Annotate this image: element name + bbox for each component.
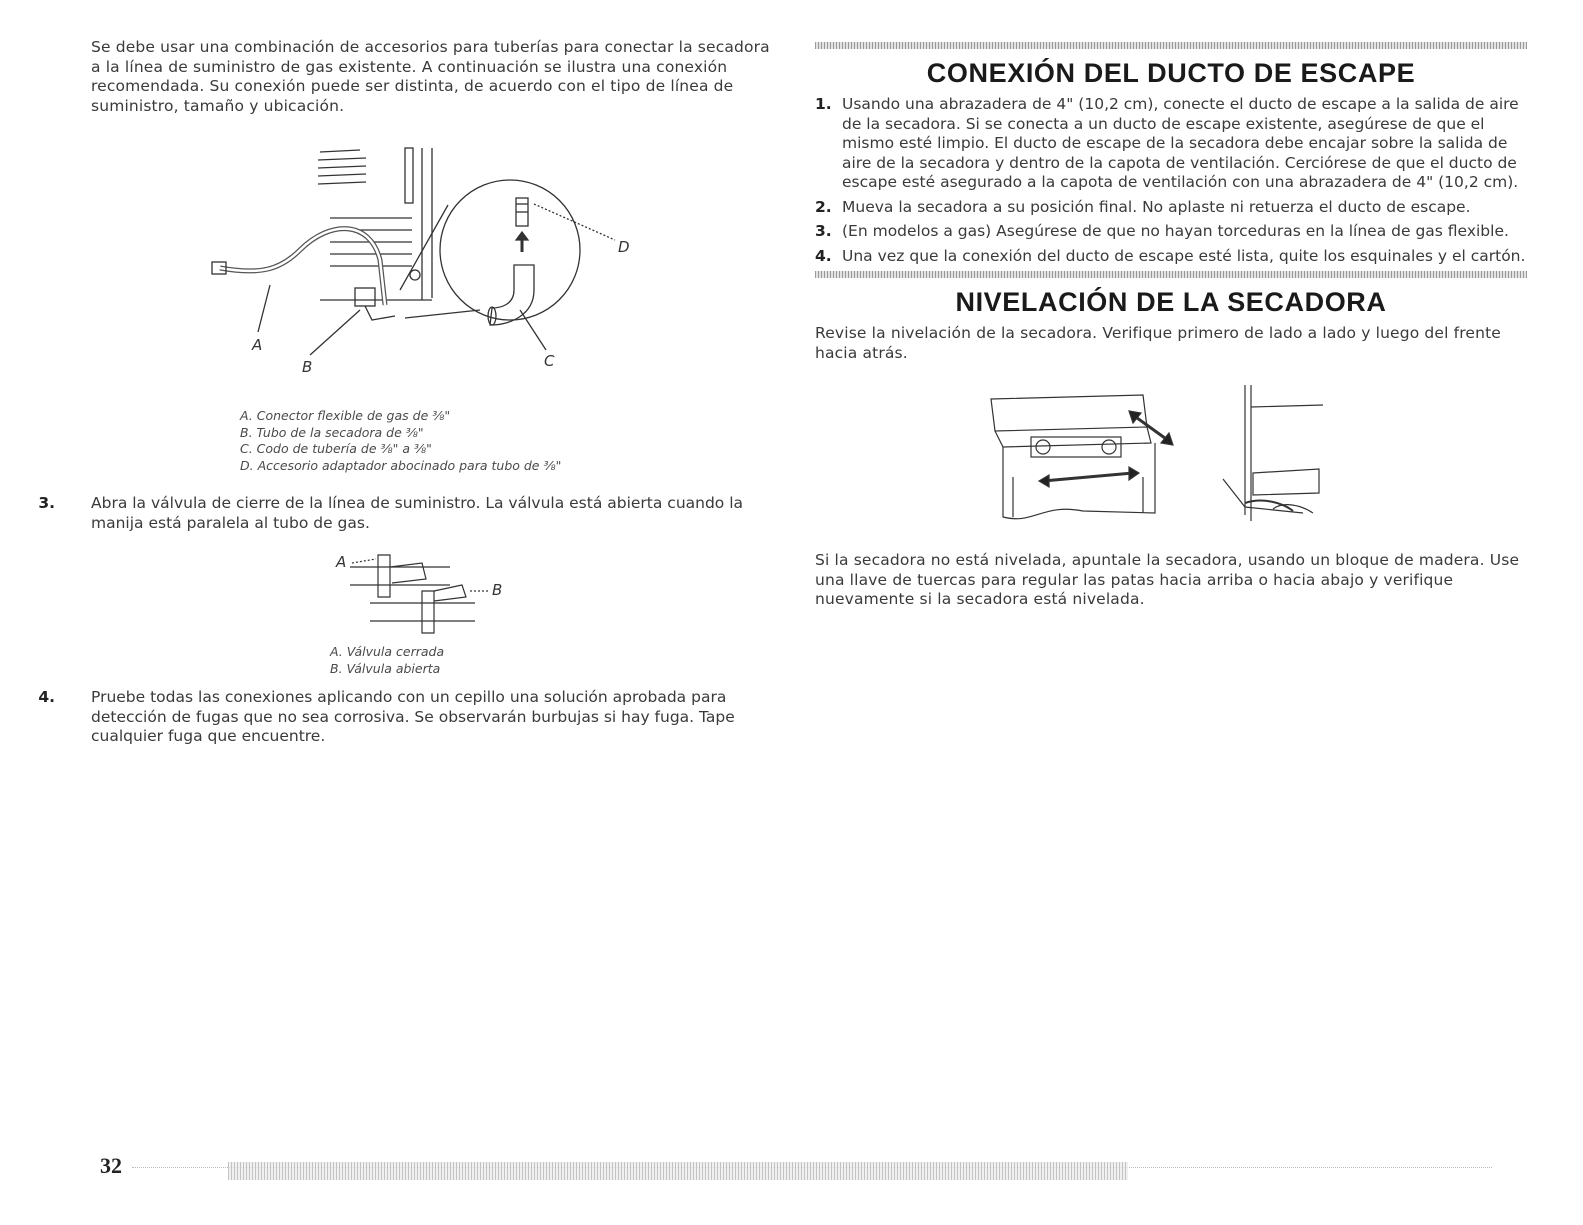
figure1-label-a: A xyxy=(252,336,263,354)
page-footer xyxy=(100,1153,1490,1183)
exhaust-section-title: CONEXIÓN DEL DUCTO DE ESCAPE xyxy=(926,58,1416,88)
right-column xyxy=(815,42,1527,610)
exhaust-step-text: (En modelos a gas) Asegúrese de que no hayan torceduras en la línea de gas flexible. xyxy=(842,222,1509,240)
caption-a: A. Conector flexible de gas de ⅜" xyxy=(240,408,451,423)
figure1-label-d: D xyxy=(618,238,630,256)
caption-open-valve: B. Válvula abierta xyxy=(330,660,441,676)
leveling-instructions-paragraph: Si la secadora no está nivelada, apuntale la secadora, usando un bloque de madera. Use una llave de tuercas para regular las patas hacia arriba o hacia abajo y verifique nuevamente si la secadora está nivelada. xyxy=(815,551,1520,608)
dryer-leveling-illustration xyxy=(983,385,1363,533)
exhaust-step-text: Una vez que la conexión del ducto de escape esté lista, quite los esquinales y el cartón. xyxy=(842,246,1526,265)
exhaust-step-number: 2. xyxy=(815,197,832,216)
exhaust-step-number: 4. xyxy=(815,246,832,265)
step-3-text: Abra la válvula de cierre de la línea de suministro. La válvula está abierta cuando la manija está paralela al tubo de gas. xyxy=(91,494,744,532)
figure1-captions xyxy=(240,408,561,474)
exhaust-steps-list xyxy=(815,95,1527,266)
figure1-label-c: C xyxy=(544,352,555,370)
section-divider xyxy=(815,42,1527,49)
caption-c: C. Codo de tubería de ⅜" a ⅜" xyxy=(240,441,432,456)
leveling-section-title: NIVELACIÓN DE LA SECADORA xyxy=(955,287,1387,317)
section-divider xyxy=(815,271,1527,278)
step-4-number: 4. xyxy=(38,688,55,706)
caption-b: B. Tubo de la secadora de ⅜" xyxy=(240,424,424,440)
step-3-number: 3. xyxy=(38,494,55,512)
caption-d: D. Accesorio adaptador abocinado para tubo de ⅜" xyxy=(240,457,562,473)
exhaust-step xyxy=(815,247,1527,267)
step-4-text: Pruebe todas las conexiones aplicando con un cepillo una solución aprobada para detección de fugas que no sea corrosiva. Se observarán burbujas si hay fuga. Tape cualquier fuga que encuentre. xyxy=(91,688,735,745)
figure2-label-a: A xyxy=(336,553,347,571)
leveling-intro-paragraph: Revise la nivelación de la secadora. Verifique primero de lado a lado y luego del frente hacia atrás. xyxy=(815,324,1501,362)
left-column xyxy=(91,38,781,140)
figure1-label-b: B xyxy=(302,358,313,376)
gas-intro-paragraph: Se debe usar una combinación de accesorios para tuberías para conectar la secadora a la línea de suministro de gas existente. A continuación se ilustra una conexión recomendada. Su conexión puede ser distinta, de acuerdo con el tipo de línea de suministro, tamaño y ubicación. xyxy=(91,38,770,115)
exhaust-step xyxy=(815,198,1527,218)
footer-pattern-bar xyxy=(228,1162,1128,1180)
exhaust-step-number: 3. xyxy=(815,222,832,240)
figure2-captions xyxy=(330,644,444,677)
exhaust-step xyxy=(815,222,1527,242)
exhaust-step-text: Mueva la secadora a su posición final. No aplaste ni retuerza el ducto de escape. xyxy=(842,197,1471,216)
caption-closed-valve: A. Válvula cerrada xyxy=(330,644,445,659)
gas-connection-illustration xyxy=(200,140,640,380)
page-number: 32 xyxy=(100,1153,122,1178)
step-3 xyxy=(38,494,751,533)
valve-illustration xyxy=(330,545,520,637)
figure2-label-b: B xyxy=(492,581,503,599)
exhaust-step-text: Usando una abrazadera de 4" (10,2 cm), conecte el ducto de escape a la salida de aire de la secadora. Si se conecta a un ducto de escape existente, asegúrese de que el mismo esté limpio. El ducto de escape de la secadora debe encajar sobre la salida de aire de la secadora y dentro de la capota de ventilación. Cerciórese de que el ducto de escape esté asegurado a la capota de ventilación con una abrazadera de 4" (10,2 cm). xyxy=(842,95,1519,191)
step-4 xyxy=(38,688,751,747)
exhaust-step-number: 1. xyxy=(815,95,832,113)
exhaust-step xyxy=(815,95,1527,193)
